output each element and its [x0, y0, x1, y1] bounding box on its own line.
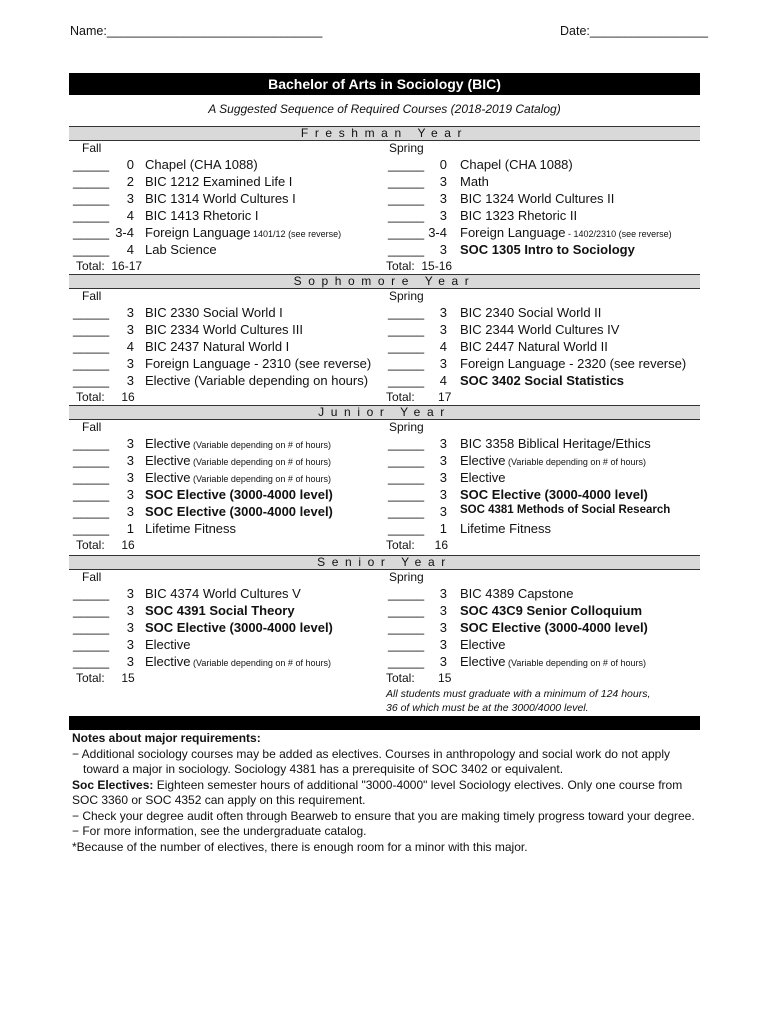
checkbox-blank[interactable]: _____ [388, 339, 425, 354]
course-note: (Variable depending on # of hours) [505, 658, 646, 668]
course-title: Elective [145, 436, 191, 451]
checkbox-blank[interactable]: _____ [388, 436, 425, 451]
checkbox-blank[interactable]: _____ [73, 453, 110, 468]
course-title: SOC Elective (3000-4000 level) [145, 487, 333, 502]
course-title: Foreign Language - 2320 (see reverse) [460, 356, 687, 371]
checkbox-blank[interactable]: _____ [388, 157, 425, 172]
course-hours: 3 [126, 322, 134, 337]
checkbox-blank[interactable]: _____ [73, 620, 110, 635]
course-name [145, 586, 301, 601]
course-name [460, 470, 506, 485]
checkbox-blank[interactable]: _____ [73, 654, 110, 669]
checkbox-blank[interactable]: _____ [73, 174, 110, 189]
spring-total-hours: Total: 16 [386, 538, 449, 552]
course-title: BIC 2447 Natural World II [460, 339, 608, 354]
note-line: − Check your degree audit often through Bearweb to ensure that you are making timely progress toward your degree. [72, 808, 695, 823]
fall-total-hours: Total: 16 [76, 538, 135, 552]
checkbox-blank[interactable]: _____ [388, 504, 425, 519]
course-hours: 3 [439, 487, 447, 502]
checkbox-blank[interactable]: _____ [388, 305, 425, 320]
course-hours: 3 [126, 356, 134, 371]
course-name [145, 637, 191, 652]
course-name [460, 453, 646, 468]
course-title: Elective [460, 654, 506, 669]
checkbox-blank[interactable]: _____ [73, 339, 110, 354]
course-note: (Variable depending on # of hours) [190, 474, 331, 484]
course-title: Elective (Variable depending on hours) [145, 373, 369, 388]
course-name [460, 586, 573, 601]
course-title: SOC Elective (3000-4000 level) [460, 487, 648, 502]
course-name [145, 356, 371, 371]
fall-total-hours: Total: 15 [76, 671, 135, 685]
course-name [460, 208, 577, 223]
course-name [145, 453, 331, 468]
course-name [460, 174, 489, 189]
spring-total-hours: Total: 17 [386, 390, 452, 404]
course-title: Foreign Language [145, 225, 251, 240]
course-hours: 4 [439, 373, 447, 388]
name-field-label: Name:_______________________________ [70, 24, 323, 38]
checkbox-blank[interactable]: _____ [73, 603, 110, 618]
note-line: SOC 3360 or SOC 4352 can apply on this requirement. [72, 793, 366, 807]
course-hours: 4 [126, 242, 134, 257]
course-hours: 3 [126, 504, 134, 519]
note-soc-electives [72, 778, 702, 794]
soc-electives-text: Eighteen semester hours of additional "3000-4000" level Sociology electives. Only one course from [153, 777, 683, 792]
course-hours: 3-4 [428, 225, 447, 240]
course-name [460, 654, 646, 669]
checkbox-blank[interactable]: _____ [388, 521, 425, 536]
year-header-senior-year: Senior Year [69, 555, 700, 570]
note-line: toward a major in sociology. Sociology 4381 has a prerequisite of SOC 3402 or equivalent. [83, 762, 564, 776]
checkbox-blank[interactable]: _____ [73, 637, 110, 652]
course-title: BIC 2330 Social World I [145, 305, 283, 320]
checkbox-blank[interactable]: _____ [388, 637, 425, 652]
checkbox-blank[interactable]: _____ [73, 586, 110, 601]
course-title: Elective [145, 637, 191, 652]
spring-term-label: Spring [389, 570, 424, 584]
checkbox-blank[interactable]: _____ [388, 174, 425, 189]
checkbox-blank[interactable]: _____ [73, 436, 110, 451]
course-name [460, 436, 651, 451]
course-hours: 3-4 [115, 225, 134, 240]
course-hours: 3 [439, 174, 447, 189]
checkbox-blank[interactable]: _____ [73, 157, 110, 172]
checkbox-blank[interactable]: _____ [73, 305, 110, 320]
course-name [145, 339, 289, 354]
course-title: BIC 2437 Natural World I [145, 339, 290, 354]
course-name [145, 225, 341, 240]
course-name [145, 487, 333, 502]
checkbox-blank[interactable]: _____ [388, 586, 425, 601]
course-title: BIC 1314 World Cultures I [145, 191, 296, 206]
soc-electives-label: Soc Electives: [72, 777, 154, 792]
course-title: BIC 2340 Social World II [460, 305, 602, 320]
course-hours: 3 [126, 487, 134, 502]
checkbox-blank[interactable]: _____ [73, 487, 110, 502]
year-header-sophomore-year: Sophomore Year [69, 274, 700, 289]
course-note: (Variable depending on # of hours) [190, 457, 331, 467]
notes-heading: Notes about major requirements: [72, 731, 261, 745]
course-name [460, 620, 648, 635]
course-hours: 2 [126, 174, 134, 189]
course-name [145, 157, 258, 172]
course-title: Elective [460, 470, 506, 485]
course-hours: 3 [126, 305, 134, 320]
course-hours: 3 [439, 654, 447, 669]
course-title: BIC 4389 Capstone [460, 586, 574, 601]
course-name [145, 620, 333, 635]
fall-term-label: Fall [82, 141, 102, 155]
course-name [460, 603, 642, 618]
course-hours: 3 [439, 620, 447, 635]
course-name [145, 654, 331, 669]
course-hours: 1 [126, 521, 134, 536]
fall-term-label: Fall [82, 420, 102, 434]
checkbox-blank[interactable]: _____ [388, 453, 425, 468]
course-title: SOC 1305 Intro to Sociology [460, 242, 635, 257]
course-hours: 0 [439, 157, 447, 172]
checkbox-blank[interactable]: _____ [388, 470, 425, 485]
notes-section [72, 731, 702, 855]
course-title: Lifetime Fitness [460, 521, 552, 536]
course-title: Lab Science [145, 242, 217, 257]
course-title: Lifetime Fitness [145, 521, 237, 536]
course-name [460, 373, 624, 388]
course-name [460, 305, 601, 320]
course-title: Elective [145, 654, 191, 669]
graduation-note-line: All students must graduate with a minimum of 124 hours, [386, 688, 651, 700]
course-title: Math [460, 174, 489, 189]
course-title: BIC 1324 World Cultures II [460, 191, 615, 206]
course-note: (Variable depending on # of hours) [190, 440, 331, 450]
checkbox-blank[interactable]: _____ [73, 521, 110, 536]
course-name [145, 373, 368, 388]
course-hours: 3 [439, 322, 447, 337]
course-name [145, 603, 295, 618]
checkbox-blank[interactable]: _____ [73, 322, 110, 337]
course-name [460, 504, 670, 516]
course-name [145, 504, 333, 519]
course-hours: 3 [126, 373, 134, 388]
course-title: SOC 43C9 Senior Colloquium [460, 603, 643, 618]
course-hours: 3 [439, 305, 447, 320]
year-header-junior-year: Junior Year [69, 405, 700, 420]
course-hours: 3 [439, 637, 447, 652]
course-name [460, 637, 506, 652]
checkbox-blank[interactable]: _____ [388, 654, 425, 669]
document-title: Bachelor of Arts in Sociology (BIC) [69, 73, 700, 95]
course-title: SOC 3402 Social Statistics [460, 373, 625, 388]
spring-term-label: Spring [389, 141, 424, 155]
checkbox-blank[interactable]: _____ [388, 225, 425, 240]
course-title: BIC 1413 Rhetoric I [145, 208, 259, 223]
course-title: BIC 2334 World Cultures III [145, 322, 303, 337]
course-title: BIC 2344 World Cultures IV [460, 322, 620, 337]
course-hours: 3 [126, 191, 134, 206]
checkbox-blank[interactable]: _____ [388, 487, 425, 502]
checkbox-blank[interactable]: _____ [73, 373, 110, 388]
note-line: *Because of the number of electives, there is enough room for a minor with this major. [72, 839, 528, 854]
course-title: SOC 4381 Methods of Social Research [460, 504, 671, 516]
checkbox-blank[interactable]: _____ [388, 603, 425, 618]
checkbox-blank[interactable]: _____ [73, 208, 110, 223]
course-hours: 1 [439, 521, 447, 536]
course-hours: 4 [126, 339, 134, 354]
fall-total-hours: Total: 16 [76, 390, 135, 404]
course-name [145, 242, 217, 257]
spring-total-hours: Total: 15 [386, 671, 452, 685]
course-name [460, 157, 573, 172]
year-header-freshman-year: Freshman Year [69, 126, 700, 141]
checkbox-blank[interactable]: _____ [388, 620, 425, 635]
graduation-note-line: 36 of which must be at the 3000/4000 level. [386, 702, 589, 714]
course-hours: 3 [126, 453, 134, 468]
fall-term-label: Fall [82, 289, 102, 303]
course-name [460, 356, 686, 371]
checkbox-blank[interactable]: _____ [388, 191, 425, 206]
note-line: − For more information, see the undergraduate catalog. [72, 824, 367, 838]
fall-total-hours: Total: 16-17 [76, 259, 143, 273]
course-name [460, 487, 648, 502]
spring-total-hours: Total: 15-16 [386, 259, 453, 273]
course-hours: 3 [126, 620, 134, 635]
spring-term-label: Spring [389, 420, 424, 434]
course-title: SOC 4391 Social Theory [145, 603, 295, 618]
course-title: SOC Elective (3000-4000 level) [460, 620, 648, 635]
checkbox-blank[interactable]: _____ [73, 225, 110, 240]
course-title: Foreign Language - 2310 (see reverse) [145, 356, 372, 371]
course-hours: 3 [126, 470, 134, 485]
course-title: Elective [145, 470, 191, 485]
fall-term-label: Fall [82, 570, 102, 584]
course-hours: 3 [439, 470, 447, 485]
course-hours: 3 [439, 453, 447, 468]
course-hours: 3 [439, 191, 447, 206]
course-name [460, 191, 614, 206]
course-hours: 3 [126, 654, 134, 669]
course-hours: 3 [439, 208, 447, 223]
course-name [145, 322, 303, 337]
course-hours: 4 [439, 339, 447, 354]
course-note: - 1402/2310 (see reverse) [565, 229, 672, 239]
course-hours: 3 [439, 504, 447, 519]
course-name [460, 339, 608, 354]
course-name [460, 225, 672, 240]
course-hours: 3 [439, 356, 447, 371]
course-title: Chapel (CHA 1088) [460, 157, 573, 172]
course-name [145, 191, 296, 206]
course-name [145, 208, 258, 223]
checkbox-blank[interactable]: _____ [388, 356, 425, 371]
checkbox-blank[interactable]: _____ [73, 504, 110, 519]
document-subtitle: A Suggested Sequence of Required Courses (2018-2019 Catalog) [208, 102, 561, 116]
course-note: (Variable depending on # of hours) [505, 457, 646, 467]
course-title: BIC 1323 Rhetoric II [460, 208, 578, 223]
course-name [145, 521, 236, 536]
course-title: Elective [460, 453, 506, 468]
course-title: SOC Elective (3000-4000 level) [145, 620, 333, 635]
course-hours: 3 [126, 586, 134, 601]
course-title: Chapel (CHA 1088) [145, 157, 258, 172]
checkbox-blank[interactable]: _____ [388, 322, 425, 337]
course-title: SOC Elective (3000-4000 level) [145, 504, 333, 519]
course-hours: 3 [439, 242, 447, 257]
date-field-label: Date:_________________ [560, 24, 709, 38]
checkbox-blank[interactable]: _____ [388, 242, 425, 257]
course-title: BIC 1212 Examined Life I [145, 174, 293, 189]
course-hours: 3 [439, 603, 447, 618]
course-name [460, 242, 635, 257]
checkbox-blank[interactable]: _____ [73, 191, 110, 206]
course-hours: 3 [126, 436, 134, 451]
notes-divider-bar [69, 716, 700, 730]
course-name [145, 470, 331, 485]
course-title: Foreign Language [460, 225, 566, 240]
course-note: (Variable depending on # of hours) [190, 658, 331, 668]
course-title: Elective [460, 637, 506, 652]
course-name [145, 174, 292, 189]
course-hours: 3 [126, 637, 134, 652]
course-title: BIC 3358 Biblical Heritage/Ethics [460, 436, 651, 451]
course-name [145, 436, 331, 451]
course-note: 1401/12 (see reverse) [250, 229, 342, 239]
course-hours: 3 [126, 603, 134, 618]
course-hours: 0 [126, 157, 134, 172]
course-title: BIC 4374 World Cultures V [145, 586, 301, 601]
checkbox-blank[interactable]: _____ [388, 373, 425, 388]
checkbox-blank[interactable]: _____ [73, 470, 110, 485]
course-hours: 3 [439, 586, 447, 601]
checkbox-blank[interactable]: _____ [73, 356, 110, 371]
course-name [460, 322, 619, 337]
spring-term-label: Spring [389, 289, 424, 303]
course-title: Elective [145, 453, 191, 468]
course-name [460, 521, 551, 536]
graduation-note [386, 687, 650, 715]
checkbox-blank[interactable]: _____ [388, 208, 425, 223]
course-hours: 4 [126, 208, 134, 223]
course-hours: 3 [439, 436, 447, 451]
course-name [145, 305, 283, 320]
checkbox-blank[interactable]: _____ [73, 242, 110, 257]
note-line: − Additional sociology courses may be added as electives. Courses in anthropology and social work do not apply [72, 746, 671, 761]
